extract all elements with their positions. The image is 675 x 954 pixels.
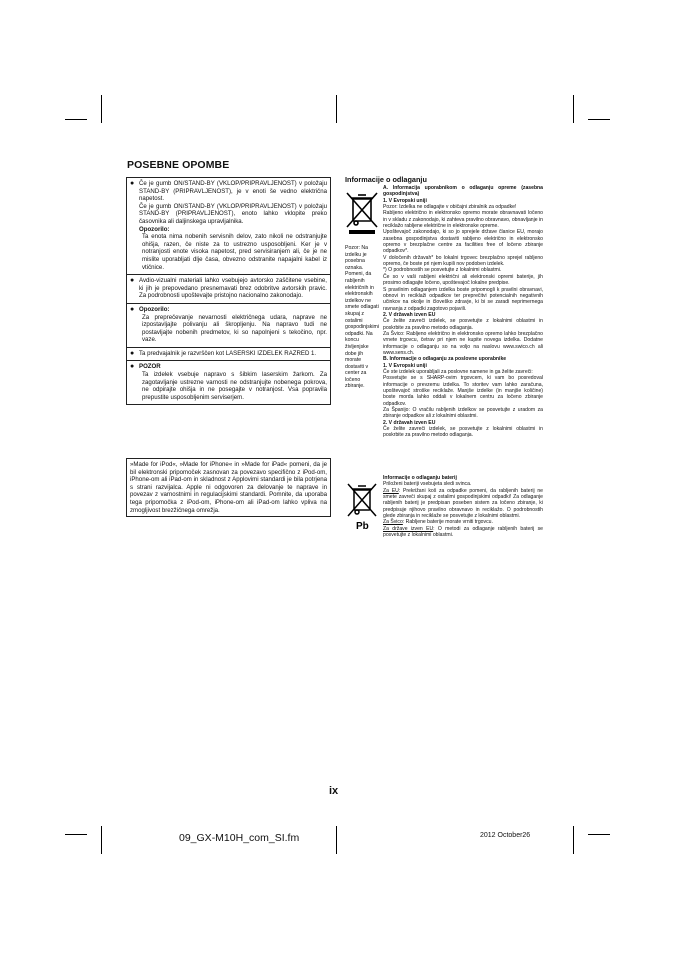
battery-noneu-label: Za države izven EU (383, 525, 434, 532)
bullet-icon: ● (130, 363, 135, 371)
a1-line: Rabljeno električno in elektronsko opremo morate obravnavati ločeno in v skladu z zakonodajo, ki zahteva pravilno obravnavo, obnavljanje in reciklažo rabljene električne in elektronske opreme. (383, 210, 543, 230)
disposal-side-note: Pozor: Na izdelku je posebna oznaka. Pomeni, da rabljenih električnih in elektronskih izdelkov ne smete odlagati skupaj z ostalimi gospodinjskimi odpadki. Na koncu življenjske dobe jih morate dostaviti v center za ločeno zbiranje. (345, 245, 380, 390)
b1-line: Če ste izdelek uporabljali za poslovne namene in ga želite zavreči: (383, 368, 533, 375)
crop-mark (101, 826, 102, 854)
b2-title: 2. V državah izven EU (383, 419, 436, 426)
ipod-notice: »Made for iPod«, »Made for iPhone« in »Made for iPad« pomeni, da je bil elektronski pripomoček zasnovan za povezavo specifično z iPod-om, iPhone-om ali iPad-om in skladnost z Applovimi standardi je bila potrjena s strani razvijalca. Apple ni odgovoren za delovanje te naprave in povezav z varnostnimi in regulacijskimi standardi. Pomnite, da uporaba tega pripomočka z iPod-om, iPhone-om ali iPad-om lahko vpliva na zmogljivost brezžičnega omrežja. (126, 458, 331, 517)
crop-mark (65, 834, 87, 835)
warning-title: Opozorilo: (139, 305, 170, 313)
section-b-title: B. Informacije o odlaganju za poslovne uporabnike (383, 356, 507, 363)
battery-title: Informacije o odlaganju baterij (383, 475, 457, 481)
a1-line: V določenih državah* bo lokalni trgovec brezplačno sprejel rabljeno opremo, če boste pri njem kupili nov podoben izdelek. (383, 254, 543, 268)
battery-noneu-text: : O metodi za odlaganje rabljenih baterij se posvetujte z lokalnimi oblastmi. (383, 525, 544, 539)
b2-text: Če želite zavreči izdelek, se posvetujte z lokalnimi oblastmi in poskrbite za pravilno metodo odlaganja. (383, 426, 543, 439)
battery-text (383, 475, 543, 538)
note-electric-shock (127, 304, 330, 348)
warning-text: Za preprečevanje nevarnosti električnega udara, naprave ne izpostavljajte polivanju ali škropljenju. Na napravo tudi ne postavljajte nobenih predmetov, ki so napolnjeni s tekočino, npr. vaze. (142, 313, 327, 344)
battery-swiss-text: : Rabljene baterije morate vrniti trgovcu. (402, 519, 493, 526)
crop-mark (588, 119, 610, 120)
a1-line: S pravilnim odlaganjem izdelka boste pripomogli k pravilni obravnavi, obnovi in reciklaži odpadkov ter preprečitvi potencialnih negativnih učinkov na okolje in človeško zdravje, ki bi se zaradi neprimernega ravnanja z odpadki zagotovo pojavili. (383, 286, 543, 312)
a1-line: *) O podrobnostih se posvetujte z lokalnimi oblastmi. (383, 267, 502, 274)
a2-title: 2. V državah izven EU (383, 311, 436, 318)
battery-intro: Priloženi bateriji vsebujeta sledi svinca. (383, 481, 472, 488)
a2-swiss: Za Švico: Rabljeno električno in elektronsko opremo lahko brezplačno vrnete trgovcu, četrav pri njem ne kupite novega izdelka. Dodatne informacije o odlaganju so na voljo na naslovu www.swico.ch ali www.sens.ch. (383, 330, 543, 356)
note-text: Ta predvajalnik je razvrščen kot LASERSKI IZDELEK RAZRED 1. (139, 349, 317, 357)
note-text: Avdio-vizualni materiali lahko vsebujejo avtorsko zaščitene vsebine, ki jih je prepovedano presnemavati brez odobritve avtorskih pravic. Za podrobnosti upoštevajte pristojno nacionalno zakonodajo. (139, 277, 327, 300)
section-a-title: A. Informacija uporabnikom o odlaganju opreme (zasebna gospodinjstva) (383, 185, 543, 198)
bullet-icon: ● (130, 305, 135, 313)
footer-filename: 09_GX-M10H_com_SI.fm (179, 832, 300, 844)
battery-eu (383, 488, 543, 520)
page-title: POSEBNE OPOMBE (127, 159, 230, 171)
battery-eu-text: : Prekrižani koš za odpadke pomeni, da rabljenih baterij ne smete zavreči skupaj z ostalimi gospodinjskimi odpadki! Za odlaganje rabljenih baterij je predpisan poseben sistem za ločeno zbiranje, ki predpisuje njihovo pravilno obravnavo in reciklažo. O podrobnostih glede zbiranja in reciklaže se posvetujte z lokalnimi oblastmi. (383, 487, 544, 520)
crossed-bin-icon (343, 190, 381, 236)
a1-line: Pozor: Izdelka ne odlagajte v običajni zbiralnik za odpadke! (383, 204, 517, 211)
bullet-icon: ● (130, 180, 135, 187)
disposal-title: Informacije o odlaganju (345, 175, 427, 184)
crop-mark (101, 95, 102, 123)
pb-label: Pb (356, 521, 369, 532)
bullet-icon: ● (130, 349, 135, 357)
b1-line: Za Španijo: O vračilu rabljenih izdelkov se posvetujte z uradom za zbiranje odpadkov ali z lokalnimi oblastmi. (383, 407, 543, 420)
note-standby (127, 178, 330, 275)
note-text: Če je gumb ON/STAND-BY (VKLOP/PRIPRAVLJENOST) v položaju STAND-BY (PRIPRAVLJENOST), enoto lahko vklopite preko časovnika ali daljinskega upravljalnika. (139, 202, 327, 225)
b1-title: 1. V Evropski uniji (383, 362, 427, 369)
crop-mark (65, 119, 87, 120)
battery-eu-label: Za EU (383, 487, 399, 494)
warning-text: Ta izdelek vsebuje napravo s šibkim laserskim žarkom. Za zagotavljanje ustrezne varnosti ne odstranjujte nobenega pokrova, ne odpirajte ohišja in ne posegajte v notranjost. Vsa popravila prepustite usposobljenim serviserjem. (142, 371, 327, 401)
footer-date: 2012 October26 (480, 832, 531, 839)
bullet-icon: ● (130, 277, 135, 285)
crossed-bin-pb-icon (345, 482, 379, 532)
battery-swiss-label: Za Švico (383, 519, 403, 526)
crop-mark (573, 95, 574, 123)
note-laser-caution (127, 361, 330, 404)
a1-line: Upoštevajoč zakonodajo, ki so jo sprejele države članice EU, morajo zasebna gospodinjstva dostaviti rabljeno električno in elektronsko opremo v brezplačne centre za facilities free of ločeno zbiranje odpadkov*. (383, 229, 543, 255)
note-text: Če je gumb ON/STAND-BY (VKLOP/PRIPRAVLJENOST) v položaju STAND-BY (PRIPRAVLJENOST), je v enoti še vedno električna napetost. (139, 180, 327, 203)
a2-text: Če želite zavreči izdelek, se posvetujte z lokalnimi oblastmi in poskrbite za pravilno metodo odlaganja. (383, 318, 543, 331)
battery-noneu (383, 526, 543, 539)
a1-line: Če so v vaši rabljeni električni ali elektronski opremi baterije, jih prosimo odlagajte ločeno, upoštevajoč lokalne predpise. (383, 273, 543, 287)
note-copyright (127, 275, 330, 304)
warning-title: Opozorilo: (139, 225, 170, 233)
notes-box (126, 177, 331, 405)
a1-title: 1. V Evropski uniji (383, 197, 427, 204)
warning-text: Ta enota nima nobenih servisnih delov, zato nikoli ne odstranjujte ohišja, razen, če niste za to ustrezno usposobljeni. Ker je v notranjosti enote visoka napetost, pred servisiranjem ali, če je ne mislite uporabljati dlje časa, obvezno odstranite napajalni kabel iz vtičnice. (142, 233, 327, 271)
crop-mark (573, 826, 574, 854)
crop-mark (588, 834, 610, 835)
disposal-text (383, 185, 543, 439)
b1-line: Posvetujte se s SHARP-ovim trgovcem, ki vam bo posredoval informacije o prevzemu izdelka. To storitev vam lahko zaračuna, upoštevajoč stroške reciklaže. Manjše izdelke (in manjše količine) boste morda lahko oddali v lokalnem centru za ločeno zbiranje odpadkov. (383, 375, 543, 407)
warning-title: POZOR (139, 363, 161, 371)
note-laser-class (127, 348, 330, 362)
crop-mark (336, 826, 337, 854)
crop-mark (336, 95, 337, 123)
page-number: ix (329, 785, 339, 797)
